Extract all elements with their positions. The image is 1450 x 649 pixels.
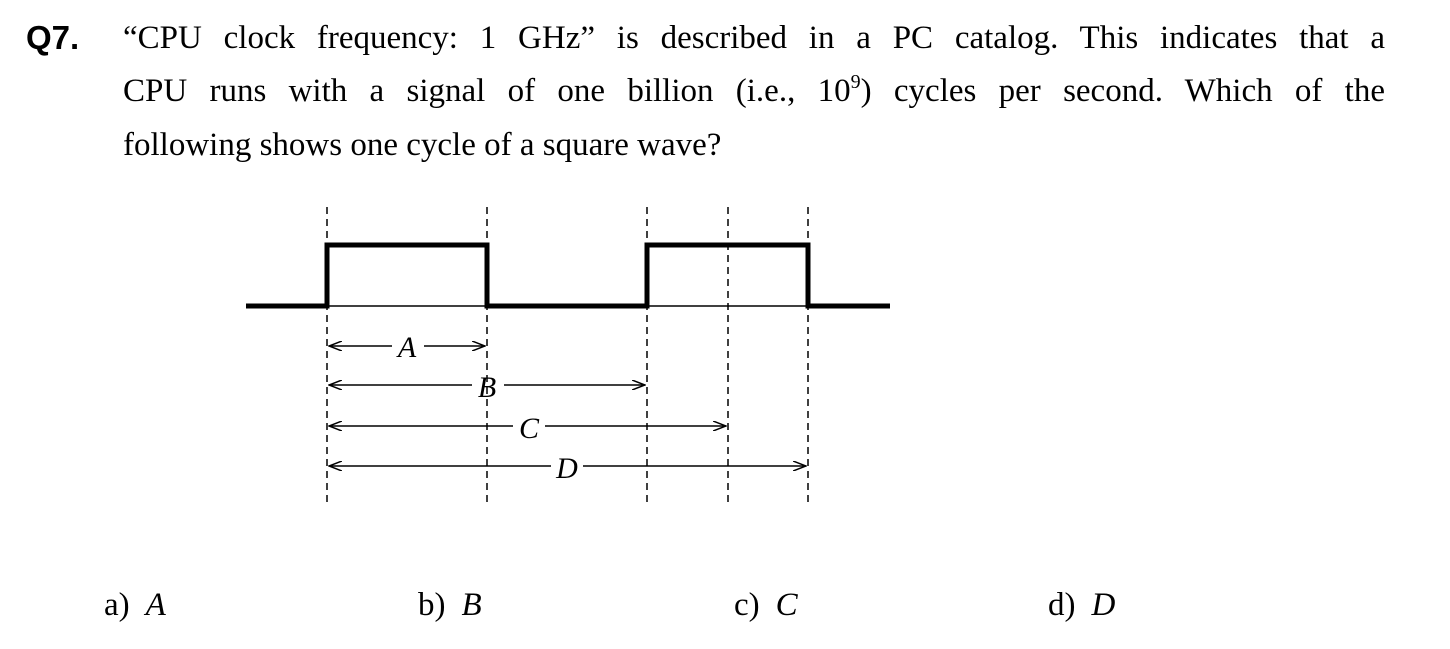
- question-text-line-2-start: CPU runs with a signal of one billion (i.e., 10: [123, 73, 851, 109]
- option-d-value: D: [1091, 587, 1116, 623]
- option-a[interactable]: [104, 585, 166, 625]
- square-wave: [246, 245, 890, 306]
- option-d-letter: d): [1048, 587, 1076, 623]
- question-number: Q7.: [26, 19, 80, 56]
- question-text-line-2-end: ) cycles per second. Which of the: [860, 73, 1385, 109]
- option-d[interactable]: [1048, 585, 1115, 625]
- option-a-value: A: [145, 587, 166, 623]
- option-c[interactable]: [734, 585, 798, 625]
- option-c-letter: c): [734, 587, 760, 623]
- label-d: D: [556, 452, 578, 485]
- option-a-letter: a): [104, 587, 130, 623]
- question-text-line-3: following shows one cycle of a square wave?: [123, 127, 722, 163]
- label-a: A: [397, 331, 417, 364]
- label-c: C: [518, 412, 540, 445]
- option-b[interactable]: [418, 585, 482, 625]
- option-b-value: B: [461, 587, 482, 623]
- exponent: 9: [850, 71, 861, 93]
- option-c-value: C: [775, 587, 798, 623]
- label-b: B: [477, 371, 497, 404]
- option-b-letter: b): [418, 587, 446, 623]
- question-text-line-1: “CPU clock frequency: 1 GHz” is described in a PC catalog. This indicates that a: [123, 20, 1385, 56]
